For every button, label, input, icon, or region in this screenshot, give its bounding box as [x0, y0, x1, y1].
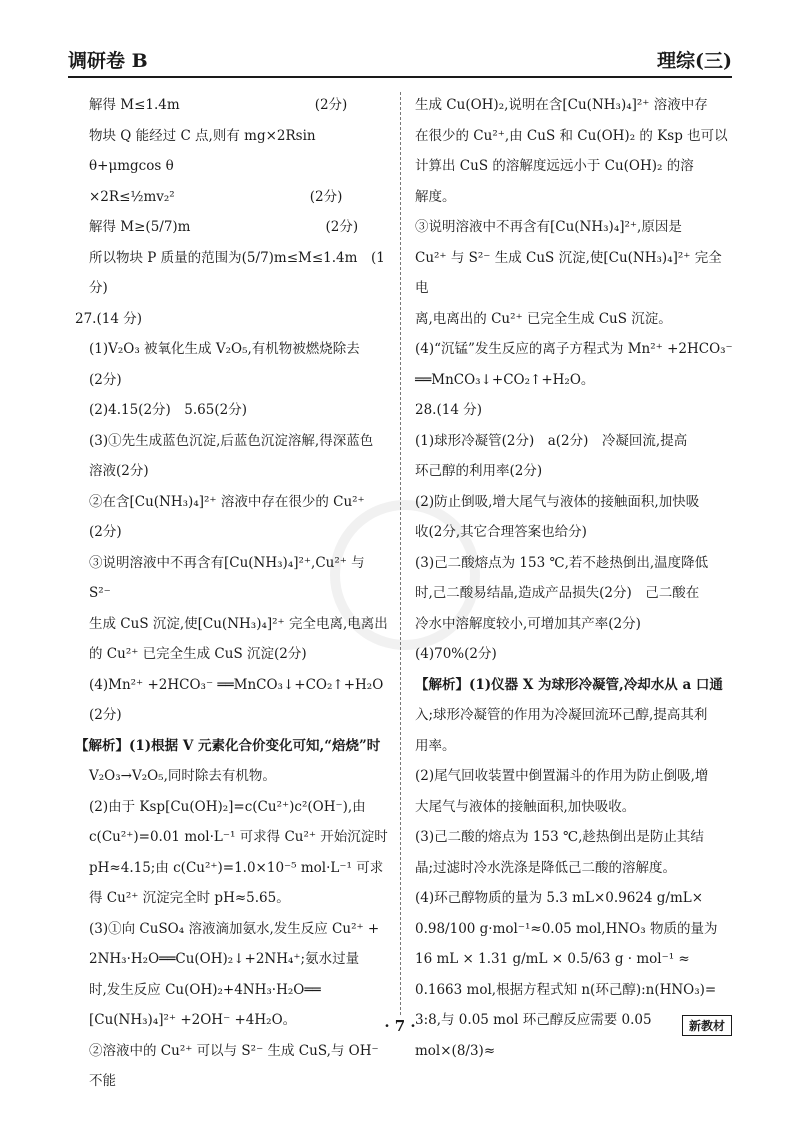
text-line: 16 mL × 1.31 g/mL × 0.5/63 g · mol⁻¹ ≈ [415, 951, 690, 967]
text-line: 计算出 CuS 的溶解度远远小于 Cu(OH)₂ 的溶 [415, 158, 694, 174]
text-line: (4)环己醇物质的量为 5.3 mL×0.9624 g/mL× [415, 890, 704, 906]
text-line: (2)由于 Ksp[Cu(OH)₂]=c(Cu²⁺)c²(OH⁻),由 [89, 798, 366, 815]
text-line: 入;球形冷凝管的作用为冷凝回流环己醇,提高其利 [415, 707, 708, 723]
text-line: 0.98/100 g·mol⁻¹≈0.05 mol,HNO₃ 物质的量为 [415, 920, 718, 937]
text-line: [Cu(NH₃)₄]²⁺ +2OH⁻ +4H₂O。 [89, 1012, 297, 1028]
left-column [75, 90, 390, 1097]
question-number: 27.(14 分) [75, 310, 142, 327]
text-line: 解得 M≤1.4m (2分) [89, 97, 348, 113]
text-line: 溶液(2分) [89, 463, 149, 479]
text-line: 3:8,与 0.05 mol 环己醇反应需要 0.05 mol×(8/3)≈ [415, 1012, 652, 1059]
right-column [415, 90, 733, 1066]
text-line: ③说明溶液中不再含有[Cu(NH₃)₄]²⁺,Cu²⁺ 与 S²⁻ [89, 554, 365, 601]
analysis-heading: 【解析】(1)仪器 X 为球形冷凝管,冷却水从 a 口通 [415, 676, 723, 693]
header-title-right: 理综(三) [657, 50, 732, 72]
text-line: 离,电离出的 Cu²⁺ 已完全生成 CuS 沉淀。 [415, 310, 672, 327]
text-line: (2分) [89, 707, 122, 723]
text-line: 大尾气与液体的接触面积,加快吸收。 [415, 798, 636, 815]
text-line: 0.1663 mol,根据方程式知 n(环己醇):n(HNO₃)= [415, 981, 717, 998]
text-line: 解度。 [415, 188, 456, 205]
text-line: 得 Cu²⁺ 沉淀完全时 pH≈5.65。 [89, 890, 290, 906]
text-line: ×2R≤½mv₂² (2分) [89, 188, 343, 205]
text-line: 所以物块 P 质量的范围为(5/7)m≤M≤1.4m (1分) [89, 249, 385, 296]
text-line: (3)①向 CuSO₄ 溶液滴加氨水,发生反应 Cu²⁺ + [89, 920, 380, 937]
text-line: 冷水中溶解度较小,可增加其产率(2分) [415, 615, 641, 632]
text-line: 2NH₃·H₂O══Cu(OH)₂↓+2NH₄⁺;氨水过量 [89, 951, 360, 967]
text-line: 的 Cu²⁺ 已完全生成 CuS 沉淀(2分) [89, 646, 307, 662]
text-line: 生成 CuS 沉淀,使[Cu(NH₃)₄]²⁺ 完全电离,电离出 [89, 615, 388, 632]
text-line: (2)尾气回收装置中倒置漏斗的作用为防止倒吸,增 [415, 768, 709, 784]
text-line: (4)Mn²⁺ +2HCO₃⁻ ══MnCO₃↓+CO₂↑+H₂O [89, 676, 384, 693]
text-line: 物块 Q 能经过 C 点,则有 mg×2Rsin θ+μmgcos θ [89, 127, 316, 174]
text-line: (2分) [89, 524, 122, 540]
text-line: 环己醇的利用率(2分) [415, 463, 543, 479]
edition-badge: 新教材 [682, 1015, 732, 1036]
text-line: (2)防止倒吸,增大尾气与液体的接触面积,加快吸 [415, 493, 700, 510]
text-line: 用率。 [415, 737, 456, 754]
text-line: (2)4.15(2分) 5.65(2分) [89, 402, 247, 418]
text-line: (3)己二酸熔点为 153 ℃,若不趁热倒出,温度降低 [415, 554, 709, 571]
text-line: ══MnCO₃↓+CO₂↑+H₂O。 [415, 371, 595, 388]
text-line: 解得 M≥(5/7)m (2分) [89, 219, 359, 235]
page-number: · 7 · [384, 1017, 416, 1035]
text-line: (4)70%(2分) [415, 646, 497, 662]
text-line: 生成 Cu(OH)₂,说明在含[Cu(NH₃)₄]²⁺ 溶液中存 [415, 97, 708, 113]
text-line: 时,己二酸易结晶,造成产品损失(2分) 己二酸在 [415, 585, 700, 601]
header-divider [68, 76, 732, 78]
text-line: 收(2分,其它合理答案也给分) [415, 524, 587, 540]
text-line: 晶;过滤时冷水洗涤是降低己二酸的溶解度。 [415, 859, 677, 876]
text-line: Cu²⁺ 与 S²⁻ 生成 CuS 沉淀,使[Cu(NH₃)₄]²⁺ 完全电 [415, 249, 722, 296]
text-line: ②溶液中的 Cu²⁺ 可以与 S²⁻ 生成 CuS,与 OH⁻ 不能 [89, 1042, 379, 1089]
text-line: (4)“沉锰”发生反应的离子方程式为 Mn²⁺ +2HCO₃⁻ [415, 341, 733, 357]
text-line: (1)球形冷凝管(2分) a(2分) 冷凝回流,提高 [415, 432, 688, 449]
question-number: 28.(14 分) [415, 402, 482, 418]
text-line: 时,发生反应 Cu(OH)₂+4NH₃·H₂O══ [89, 981, 321, 998]
header-title-left: 调研卷 B [68, 50, 148, 72]
text-line: ③说明溶液中不再含有[Cu(NH₃)₄]²⁺,原因是 [415, 219, 682, 235]
text-line: ②在含[Cu(NH₃)₄]²⁺ 溶液中存在很少的 Cu²⁺ [89, 493, 365, 510]
text-line: (3)己二酸的熔点为 153 ℃,趁热倒出是防止其结 [415, 829, 704, 845]
text-line: 在很少的 Cu²⁺,由 CuS 和 Cu(OH)₂ 的 Ksp 也可以 [415, 127, 728, 144]
text-line: (2分) [89, 371, 122, 388]
text-line: (1)V₂O₃ 被氧化生成 V₂O₅,有机物被燃烧除去 [89, 341, 360, 357]
text-line: c(Cu²⁺)=0.01 mol·L⁻¹ 可求得 Cu²⁺ 开始沉淀时 [89, 829, 388, 845]
text-line: pH≈4.15;由 c(Cu²⁺)=1.0×10⁻⁵ mol·L⁻¹ 可求 [89, 859, 384, 876]
analysis-heading: 【解析】(1)根据 V 元素化合价变化可知,“焙烧”时 [75, 737, 381, 754]
text-line: V₂O₃→V₂O₅,同时除去有机物。 [89, 768, 276, 784]
text-line: (3)①先生成蓝色沉淀,后蓝色沉淀溶解,得深蓝色 [89, 432, 374, 449]
